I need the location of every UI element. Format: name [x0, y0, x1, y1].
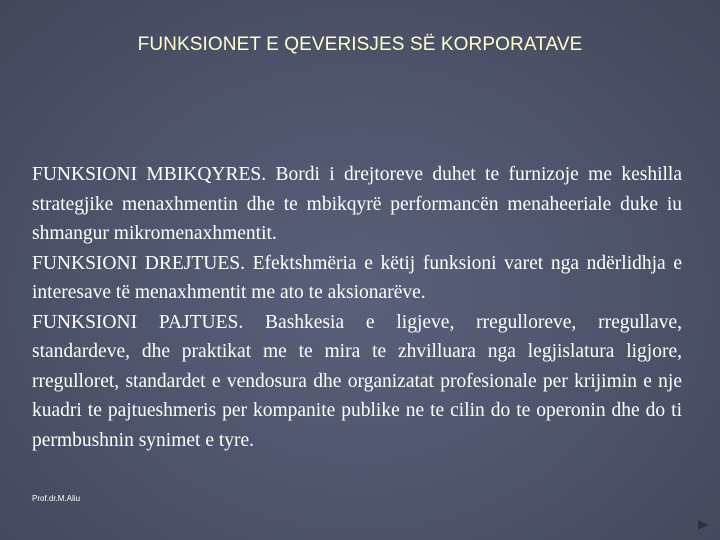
- paragraph-lead: FUNKSIONI MBIKQYRES.: [32, 164, 267, 185]
- paragraph-lead: FUNKSIONI PAJTUES.: [32, 311, 244, 333]
- slide-body: [32, 160, 682, 455]
- paragraph-pajtues: [32, 308, 682, 456]
- paragraph-drejtues: [32, 249, 682, 308]
- paragraph-mbikqyres: [32, 160, 682, 249]
- next-slide-arrow-icon[interactable]: [698, 520, 708, 530]
- paragraph-text: Bashkesia e ligjeve, rregulloreve, rregullave, standardeve, dhe praktikat me te mira te zhvilluara nga legjislatura ligjore, rregulloret, standardet e vendosura dhe organizatat profesionale per krijimin e nje kuadri te pajtueshmeris per kompanite publike ne te cilin do te operonin dhe do ti permbushnin synimet e tyre.: [32, 311, 682, 451]
- author-footer: Prof.dr.M.Aliu: [32, 494, 81, 503]
- paragraph-text: Efektshmëria e këtij funksioni varet nga ndërlidhja e interesave të menaxhmentit me ato te aksionarëve.: [32, 252, 682, 303]
- paragraph-text: Bordi i drejtoreve duhet te furnizoje me keshilla strategjike menaxhmentin dhe te mbikqyrë performancën menaheeriale duke iu shmangur mikromenaxhmentit.: [32, 164, 682, 244]
- paragraph-lead: FUNKSIONI DREJTUES.: [32, 252, 245, 274]
- slide-title: FUNKSIONET E QEVERISJES SË KORPORATAVE: [137, 34, 583, 55]
